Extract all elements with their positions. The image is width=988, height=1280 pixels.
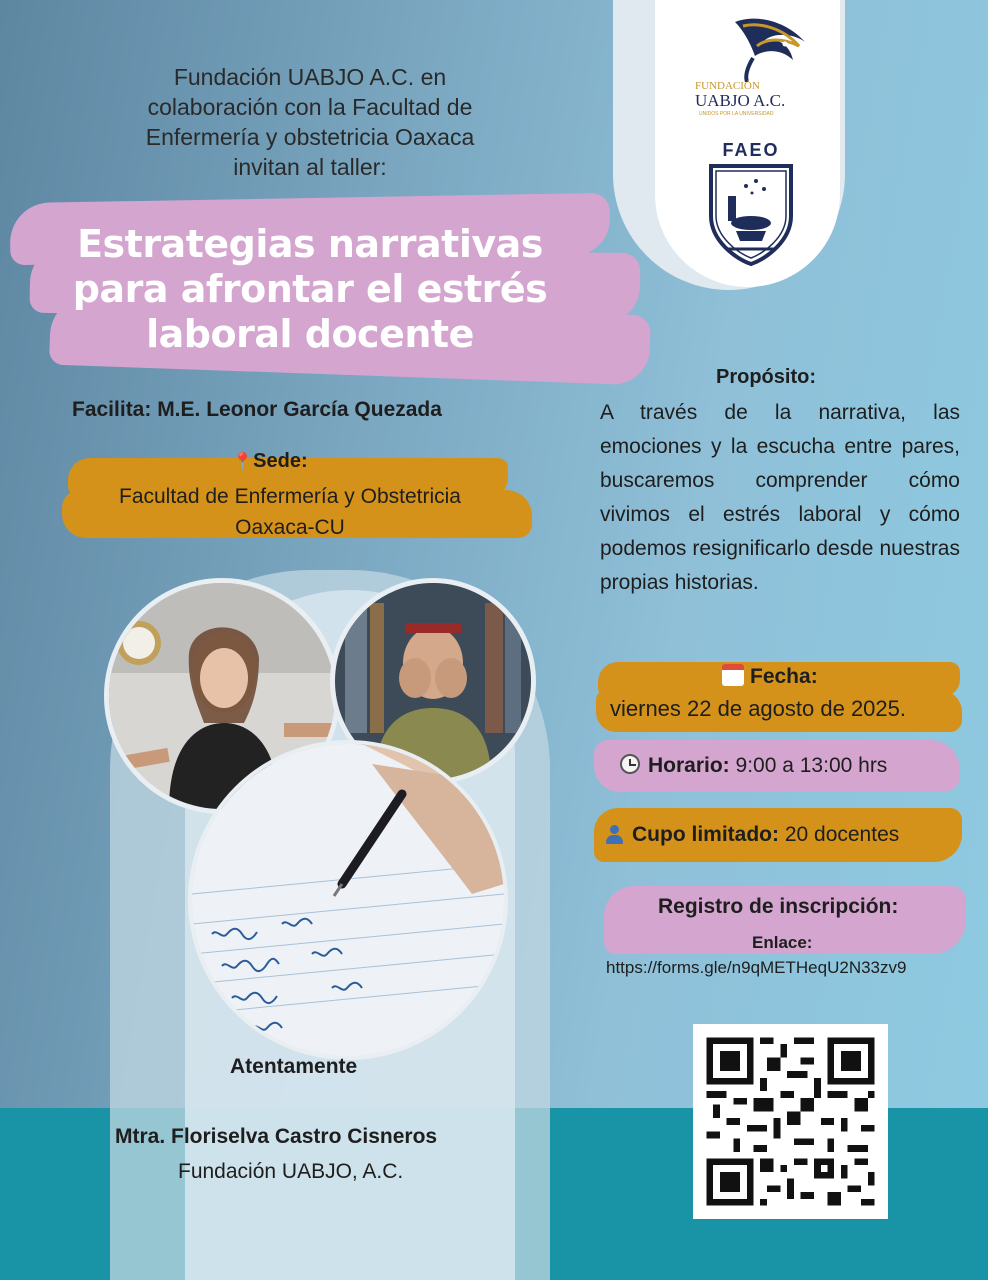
registration-link[interactable]: https://forms.gle/n9qMETHeqU2N33zv9 [606, 958, 907, 977]
sede-line: Oaxaca-CU [235, 516, 345, 539]
intro-text [90, 62, 530, 182]
signer-name: Mtra. Floriselva Castro Cisneros [115, 1125, 438, 1148]
intro-line: Fundación UABJO A.C. en [173, 64, 447, 90]
horario-line [620, 754, 887, 778]
sede-line: Facultad de Enfermería y Obstetricia [119, 485, 461, 508]
eagle-icon [695, 12, 815, 82]
fundacion-uabjo-logo [695, 12, 815, 122]
title-line: laboral docente [146, 312, 474, 356]
clock-icon [620, 754, 640, 774]
cupo-label: Cupo limitado: [632, 823, 779, 846]
calendar-icon [722, 664, 744, 686]
fecha-value: viernes 22 de agosto de 2025. [610, 696, 907, 721]
intro-line: Enfermería y obstetricia Oaxaca [145, 124, 475, 150]
title-line: Estrategias narrativas [77, 222, 543, 266]
horario-label: Horario: [648, 754, 730, 777]
closing: Atentamente [230, 1055, 358, 1078]
signer-organization: Fundación UABJO, A.C. [178, 1160, 404, 1183]
shield-icon [706, 161, 796, 266]
pin-icon: 📍 [232, 451, 254, 471]
fecha-label: Fecha: [750, 665, 818, 688]
workshop-title [60, 222, 560, 357]
writing-hand-image [192, 744, 504, 1056]
facilitator: Facilita: M.E. Leonor García Quezada [72, 398, 442, 421]
fundacion-logo-line1: FUNDACIÓN [695, 80, 760, 92]
photo-writing-hand [188, 740, 508, 1060]
fundacion-logo-line2: UABJO A.C. [695, 91, 786, 110]
sede-address [70, 481, 510, 543]
intro-line: invitan al taller: [233, 154, 387, 180]
fundacion-logo-tagline: UNIDOS POR LA UNIVERSIDAD [699, 111, 774, 117]
sede-label: Sede: [253, 450, 308, 472]
title-line: para afrontar el estrés [72, 267, 548, 311]
intro-line: colaboración con la Facultad de [147, 94, 473, 120]
proposito-heading: Propósito: [716, 366, 816, 388]
cupo-line [604, 823, 899, 847]
person-icon [604, 824, 624, 844]
fecha-heading [722, 664, 818, 689]
qr-code-image [693, 1024, 888, 1219]
registro-heading: Registro de inscripción: [658, 895, 899, 918]
faeo-logo-text: FAEO [722, 140, 780, 160]
qr-code[interactable] [693, 1024, 888, 1219]
cupo-value: 20 docentes [784, 823, 900, 846]
proposito-text: A través de la narrativa, las emociones y la escucha entre pares, buscaremos comprender cómo vivimos el estrés laboral y cómo podemos resignificarlo desde nuestras propias historias. [600, 401, 960, 594]
horario-value: 9:00 a 13:00 hrs [735, 754, 888, 777]
enlace-label: Enlace: [752, 933, 813, 952]
sede-heading [232, 450, 308, 473]
faeo-logo [706, 140, 796, 270]
